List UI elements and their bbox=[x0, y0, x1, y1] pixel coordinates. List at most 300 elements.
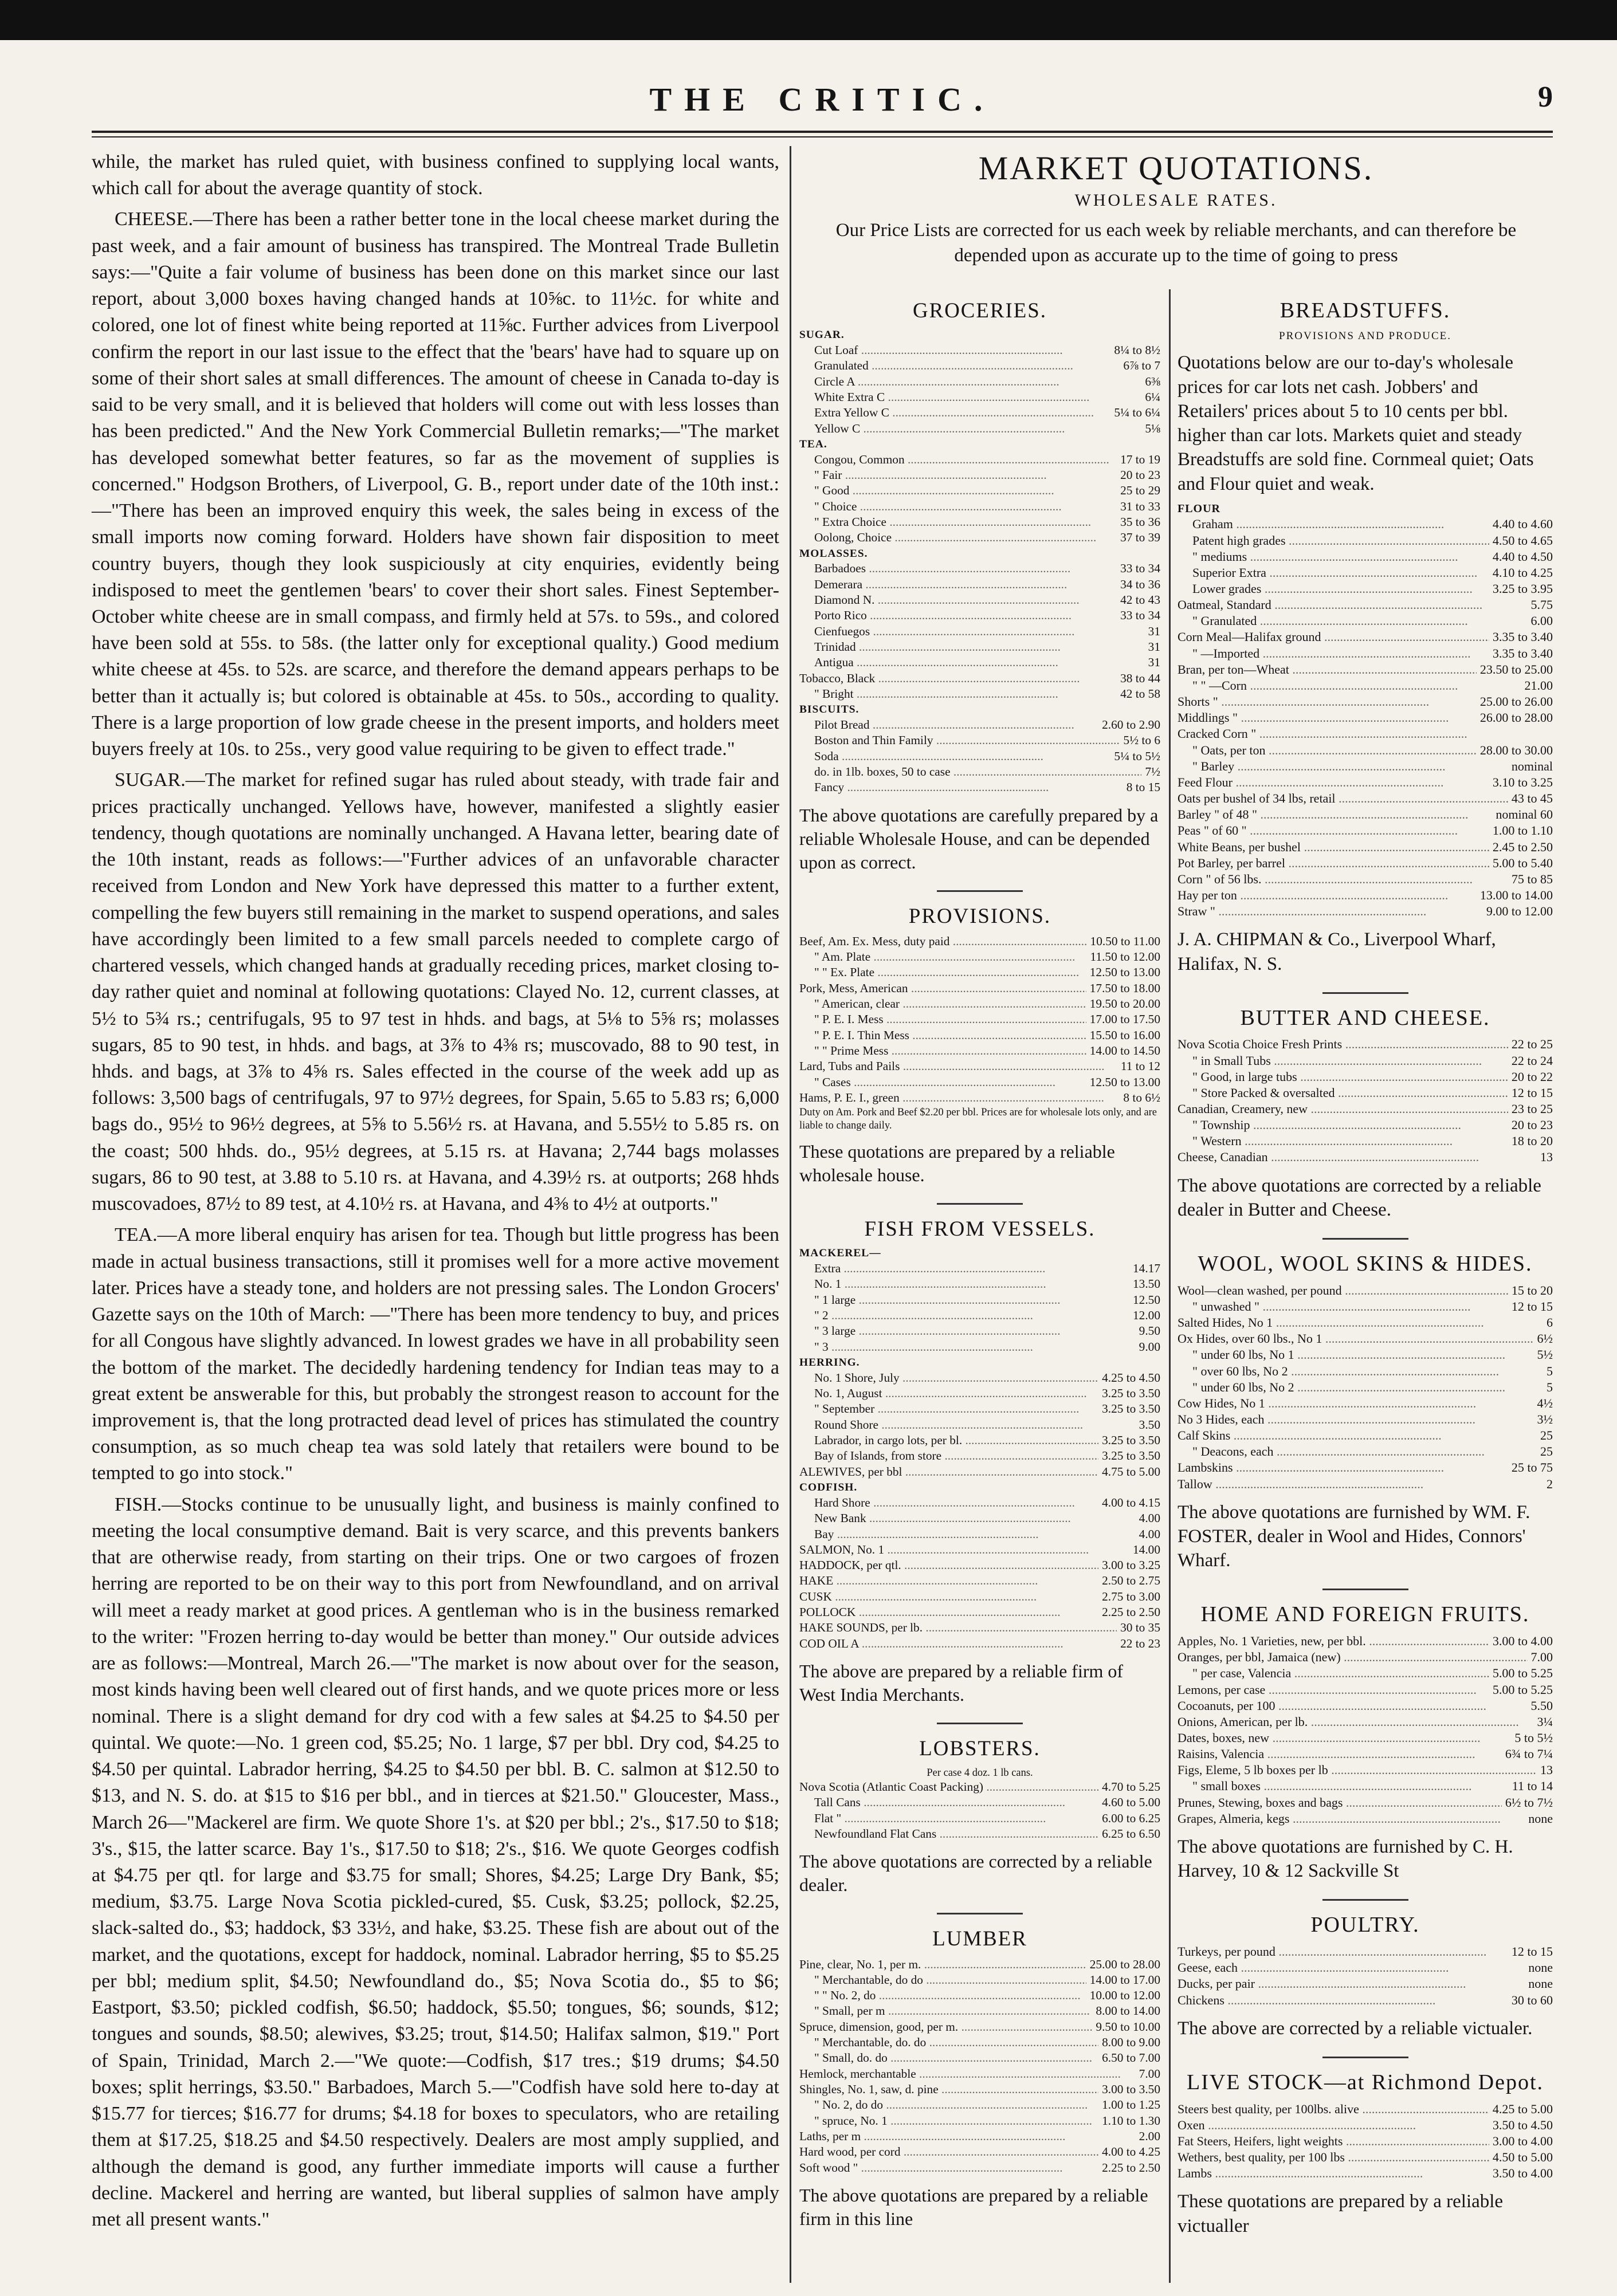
table-row bbox=[799, 1542, 1160, 1558]
livestock-section bbox=[1178, 2069, 1553, 2238]
table-row bbox=[799, 965, 1160, 980]
item-price: 2.25 to 2.50 bbox=[1098, 1605, 1160, 1620]
table-row bbox=[799, 1620, 1160, 1635]
item-price bbox=[1549, 726, 1553, 742]
item-name: Pot Barley, per barrel ..... bbox=[1178, 855, 1489, 871]
table-row bbox=[1178, 1117, 1553, 1133]
table-row bbox=[799, 1779, 1160, 1795]
table-row bbox=[799, 1043, 1160, 1059]
table-row bbox=[799, 343, 1160, 358]
wool-title: WOOL, WOOL SKINS & HIDES. bbox=[1198, 1252, 1533, 1276]
item-price: 22 to 23 bbox=[1117, 1636, 1160, 1652]
item-name: " American, clear ..... bbox=[799, 996, 1086, 1012]
table-row bbox=[1178, 1101, 1553, 1117]
table-row bbox=[1178, 1069, 1553, 1085]
item-price: 3.25 to 3.50 bbox=[1098, 1401, 1160, 1417]
item-name: " Small, do. do ..... bbox=[799, 2050, 1092, 2066]
item-price: 18 to 20 bbox=[1508, 1133, 1553, 1149]
table-row bbox=[799, 624, 1160, 639]
item-price: 15.50 to 16.00 bbox=[1086, 1028, 1160, 1043]
item-price: 12.50 bbox=[1129, 1292, 1160, 1308]
item-price: 3.25 to 3.50 bbox=[1098, 1448, 1160, 1464]
item-price: nominal bbox=[1508, 758, 1553, 774]
item-name: Feed Flour ..... bbox=[1178, 774, 1443, 791]
item-name: Shorts " ..... bbox=[1178, 694, 1429, 710]
table-row bbox=[1178, 1976, 1553, 1992]
table-row bbox=[799, 996, 1160, 1012]
item-name: Raisins, Valencia ..... bbox=[1178, 1746, 1475, 1762]
item-price: 3.50 bbox=[1136, 1417, 1160, 1433]
item-price: 10.50 to 11.00 bbox=[1087, 934, 1160, 949]
item-name: " Western ..... bbox=[1178, 1133, 1453, 1149]
item-name: Antigua ..... bbox=[799, 655, 1058, 670]
item-name: Middlings " ..... bbox=[1178, 710, 1449, 726]
item-price: 2 bbox=[1543, 1476, 1553, 1492]
item-name: do. in 1lb. boxes, 50 to case ..... bbox=[799, 764, 1141, 780]
item-name: Beef, Am. Ex. Mess, duty paid ..... bbox=[799, 934, 1087, 949]
fruits-section bbox=[1178, 1601, 1553, 1883]
table-row bbox=[799, 1401, 1160, 1417]
table-row bbox=[799, 1972, 1160, 1988]
lobsters-sub: Per case 4 doz. 1 lb cans. bbox=[927, 1767, 1033, 1779]
table-row bbox=[1178, 1133, 1553, 1149]
item-name: " under 60 lbs, No 1 ..... bbox=[1178, 1347, 1505, 1363]
groceries-section bbox=[799, 297, 1160, 874]
table-row bbox=[1178, 2101, 1553, 2117]
item-name: Onions, American, per lb. ..... bbox=[1178, 1714, 1519, 1730]
table-row bbox=[799, 639, 1160, 655]
table-row bbox=[799, 1558, 1160, 1573]
table-row bbox=[799, 483, 1160, 498]
item-price: 3.00 to 4.00 bbox=[1489, 2133, 1553, 2149]
item-price: 4½ bbox=[1534, 1395, 1553, 1412]
item-price: 12.00 bbox=[1129, 1308, 1160, 1323]
table-row bbox=[1178, 1665, 1553, 1681]
table-row bbox=[799, 1511, 1160, 1526]
item-name: " Oats, per ton ..... bbox=[1178, 742, 1477, 758]
item-name: Hay per ton ..... bbox=[1178, 887, 1448, 903]
section-rule bbox=[1322, 1589, 1408, 1590]
item-price: 31 to 33 bbox=[1117, 499, 1160, 514]
table-row bbox=[1178, 1149, 1553, 1165]
item-name: Steers best quality, per 100lbs. alive ..... bbox=[1178, 2101, 1489, 2117]
groceries-title: GROCERIES. bbox=[912, 298, 1047, 322]
item-name: Ducks, per pair ..... bbox=[1178, 1976, 1466, 1992]
table-row bbox=[799, 1059, 1160, 1074]
table-row bbox=[799, 2144, 1160, 2160]
item-name: " in Small Tubs ..... bbox=[1178, 1053, 1482, 1069]
item-name: Newfoundland Flat Cans ..... bbox=[799, 1826, 1098, 1842]
butter-note: The above quotations are corrected by a reliable dealer in Butter and Cheese. bbox=[1178, 1175, 1541, 1220]
table-row bbox=[799, 1527, 1160, 1542]
item-price: 31 bbox=[1145, 655, 1160, 670]
breadstuffs-sub: PROVISIONS AND PRODUCE. bbox=[1279, 329, 1451, 342]
item-price: 20 to 23 bbox=[1117, 467, 1160, 483]
item-name: POLLOCK ..... bbox=[799, 1605, 1061, 1620]
table-row bbox=[1178, 1085, 1553, 1101]
item-name: Peas " of 60 " ..... bbox=[1178, 823, 1458, 839]
item-name: " Good, in large tubs ..... bbox=[1178, 1069, 1508, 1085]
table-row bbox=[799, 749, 1160, 764]
item-price: 5.50 bbox=[1528, 1698, 1553, 1714]
item-price: 5¼ to 6¼ bbox=[1110, 405, 1160, 420]
table-row bbox=[1178, 726, 1553, 742]
breadstuffs-intro: Quotations below are our to-day's wholesale prices for car lots net cash. Jobbers' and Retailers' prices about 5 to 10 cents per bbl. higher than car lots. Markets quiet and steady Breadstuffs are sold fine. Cornmeal quiet; Oats and Flour quiet and weak. bbox=[1178, 352, 1534, 494]
item-name: Pine, clear, No. 1, per m. ..... bbox=[799, 1957, 1086, 1972]
butter-table bbox=[1178, 1036, 1553, 1165]
page-header bbox=[92, 80, 1553, 126]
item-name: " Township ..... bbox=[1178, 1117, 1461, 1133]
item-price: 8¼ to 8½ bbox=[1110, 343, 1160, 358]
item-name: Oatmeal, Standard ..... bbox=[1178, 597, 1482, 613]
fruits-title: HOME AND FOREIGN FRUITS. bbox=[1200, 1602, 1530, 1627]
item-price: 2.75 to 3.00 bbox=[1098, 1589, 1160, 1605]
item-price: 4.60 to 5.00 bbox=[1098, 1795, 1160, 1810]
item-price: 5⅛ bbox=[1141, 421, 1160, 437]
table-row bbox=[799, 577, 1160, 592]
table-row bbox=[799, 2035, 1160, 2050]
item-name: Nova Scotia Choice Fresh Prints ..... bbox=[1178, 1036, 1508, 1052]
item-name: " 3 large ..... bbox=[799, 1323, 1061, 1339]
item-name: White Extra C ..... bbox=[799, 390, 1089, 405]
item-price: 7.00 bbox=[1136, 2066, 1160, 2082]
table-row bbox=[799, 764, 1160, 780]
table-row bbox=[1178, 581, 1553, 597]
table-row bbox=[799, 1448, 1160, 1464]
table-row bbox=[1178, 1283, 1553, 1299]
item-price: 3.35 to 3.40 bbox=[1489, 629, 1553, 645]
table-row bbox=[1178, 2133, 1553, 2149]
section-rule bbox=[937, 890, 1023, 892]
item-name: Salted Hides, No 1 ..... bbox=[1178, 1315, 1484, 1331]
table-row bbox=[799, 2066, 1160, 2082]
item-price: 4.40 to 4.50 bbox=[1489, 549, 1553, 565]
breadstuffs-table bbox=[1178, 502, 1553, 920]
market-quotations-header bbox=[799, 149, 1553, 268]
item-name: Bay ..... bbox=[799, 1527, 1039, 1542]
item-price: 11 to 12 bbox=[1117, 1059, 1160, 1074]
table-row bbox=[1178, 565, 1553, 581]
table-row bbox=[1178, 1476, 1553, 1492]
item-name: " —Imported ..... bbox=[1178, 646, 1471, 662]
item-price: 4.75 to 5.00 bbox=[1098, 1464, 1160, 1480]
item-price: 12.50 to 13.00 bbox=[1086, 1075, 1160, 1090]
table-category-label: BISCUITS. bbox=[799, 703, 859, 716]
table-row bbox=[799, 608, 1160, 623]
lumber-table bbox=[799, 1957, 1160, 2176]
table-row bbox=[1178, 1633, 1553, 1649]
quotation-divider bbox=[1169, 289, 1171, 2283]
item-price: 2.25 to 2.50 bbox=[1098, 2160, 1160, 2176]
item-name: Cow Hides, No 1 ..... bbox=[1178, 1395, 1476, 1412]
lobsters-table bbox=[799, 1779, 1160, 1842]
item-name: Lambs ..... bbox=[1178, 2165, 1423, 2181]
groceries-note: The above quotations are carefully prepared by a reliable Wholesale House, and can be depended upon as correct. bbox=[799, 804, 1159, 872]
table-row bbox=[799, 733, 1160, 748]
item-price: 3.10 to 3.25 bbox=[1489, 774, 1553, 791]
section-rule bbox=[1322, 2057, 1408, 2058]
table-row bbox=[799, 514, 1160, 530]
item-price: 6¼ bbox=[1141, 390, 1160, 405]
item-price: 4.00 to 4.15 bbox=[1098, 1495, 1160, 1511]
item-name: Figs, Eleme, 5 lb boxes per lb ..... bbox=[1178, 1762, 1537, 1778]
table-row bbox=[1178, 758, 1553, 774]
paragraph-cheese: CHEESE.—There has been a rather better tone in the local cheese market during the past week, and a fair amount of business has transpired. The Montreal Trade Bulletin says:—"Quite a fair volume of business has been done on this market since our last report, about 3,000 boxes having changed hands at 10⅝c. to 11½c. for white and colored, one lot of finest white being reported at 11⅝c. Further advices from Liverpool confirm the report in our last issue to the effect that the 'bears' have had to square up on some of their short sales at small differences. The amount of cheese in Canada to-day is said to be very small, and it is believed that holders will come out with less losses than has been predicted." And the New York Commercial Bulletin remarks;—"The market has developed somewhat better features, so far as the movement of supplies is concerned." Hodgson Brothers, of Liverpool, G. B., report under date of the 10th inst.:—"There has been an improved enquiry this week, the sales being in excess of the small imports now coming forward. Holders have shown fair disposition to meet country buyers, though they look suspiciously at city enquiries, evidently being indisposed to meet the gentlemen 'bears' to cover their short sales. Finest September-October white cheese are in small compass, and firmly held at 57s. to 59s., and colored have been sold at 55s. to 58s. (the latter only for exceptional quality.) Good medium white cheese at 45s. to 52s. are scarce, and therefore the demand appears perhaps to be better than it actually is; but colored is obtainable at 45s. to 50s., according to quality. There is a large proportion of low grade cheese in the present imports, and holders meet buyers freely at 10s. to 25s., very good value requiring to be given to effect trade." bbox=[92, 209, 779, 760]
table-category-label: MOLASSES. bbox=[799, 547, 868, 560]
table-row bbox=[799, 1811, 1160, 1826]
table-row bbox=[799, 717, 1160, 733]
item-name: " unwashed " ..... bbox=[1178, 1299, 1470, 1315]
item-price: 3.35 to 3.40 bbox=[1489, 646, 1553, 662]
item-name: CUSK ..... bbox=[799, 1589, 1037, 1605]
table-row bbox=[799, 358, 1160, 374]
item-name: " No. 2, do do ..... bbox=[799, 2097, 1088, 2113]
table-row bbox=[1178, 2117, 1553, 2133]
table-row bbox=[799, 2019, 1160, 2035]
item-name: Lemons, per case ..... bbox=[1178, 1682, 1477, 1698]
market-commentary-column bbox=[92, 149, 779, 2238]
item-name: Spruce, dimension, good, per m. ..... bbox=[799, 2019, 1092, 2035]
item-price: 28.00 to 30.00 bbox=[1477, 742, 1553, 758]
item-name: No. 1 Shore, July ..... bbox=[799, 1370, 1098, 1386]
item-price: 25 to 29 bbox=[1117, 483, 1160, 498]
item-name: Tallow ..... bbox=[1178, 1476, 1423, 1492]
table-row bbox=[1178, 1379, 1553, 1395]
item-name: New Bank ..... bbox=[799, 1511, 1071, 1526]
item-price: 6⅜ bbox=[1141, 374, 1160, 390]
item-name: Cocoanuts, per 100 ..... bbox=[1178, 1698, 1486, 1714]
table-row bbox=[799, 405, 1160, 420]
table-category-label: TEA. bbox=[799, 438, 827, 450]
butter-title: BUTTER AND CHEESE. bbox=[1240, 1005, 1490, 1030]
table-row bbox=[799, 655, 1160, 670]
item-name: " Small, per m ..... bbox=[799, 2003, 1090, 2019]
table-row bbox=[799, 1012, 1160, 1027]
item-price: 42 to 58 bbox=[1117, 686, 1160, 702]
table-row bbox=[1178, 1698, 1553, 1714]
item-price: 30 to 35 bbox=[1117, 1620, 1160, 1635]
item-name: Round Shore ..... bbox=[799, 1417, 1083, 1433]
item-name: Trinidad ..... bbox=[799, 639, 1061, 655]
newspaper-title: THE CRITIC. bbox=[649, 81, 995, 118]
item-name: Wethers, best quality, per 100 lbs ..... bbox=[1178, 2149, 1489, 2165]
table-row bbox=[799, 1386, 1160, 1401]
header-rule bbox=[92, 131, 1553, 133]
item-price: 6½ bbox=[1534, 1331, 1553, 1347]
table-row bbox=[799, 2003, 1160, 2019]
item-name: COD OIL A ..... bbox=[799, 1636, 1063, 1652]
table-row bbox=[1178, 1960, 1553, 1976]
item-price: 8.00 to 14.00 bbox=[1092, 2003, 1160, 2019]
item-name: Dates, boxes, new ..... bbox=[1178, 1730, 1481, 1746]
section-rule bbox=[1322, 1899, 1408, 1901]
item-price: 2.45 to 2.50 bbox=[1489, 839, 1553, 855]
item-price: 3.25 to 3.50 bbox=[1098, 1386, 1160, 1401]
item-name: " per case, Valencia ..... bbox=[1178, 1665, 1489, 1681]
item-price: 25 bbox=[1537, 1444, 1553, 1460]
item-price: 4.10 to 4.25 bbox=[1489, 565, 1553, 581]
table-row bbox=[1178, 839, 1553, 855]
item-price: 25 to 75 bbox=[1508, 1460, 1553, 1476]
table-row bbox=[1178, 855, 1553, 871]
item-price: 6⅞ to 7 bbox=[1120, 358, 1160, 374]
table-row bbox=[799, 1573, 1160, 1589]
table-row bbox=[799, 1028, 1160, 1043]
item-name: Turkeys, per pound ..... bbox=[1178, 1944, 1486, 1960]
item-price: 1.10 to 1.30 bbox=[1098, 2113, 1160, 2129]
item-name: Oranges, per bbl, Jamaica (new) ..... bbox=[1178, 1649, 1528, 1665]
item-name: " Store Packed & oversalted ..... bbox=[1178, 1085, 1508, 1101]
item-price: 25.00 to 28.00 bbox=[1086, 1957, 1160, 1972]
provisions-small-note: Duty on Am. Pork and Beef $2.20 per bbl. Prices are for wholesale lots only, and are liable to change daily. bbox=[799, 1106, 1157, 1131]
item-price: 5 bbox=[1543, 1363, 1553, 1379]
item-price: 7½ bbox=[1141, 764, 1160, 780]
livestock-table bbox=[1178, 2101, 1553, 2182]
item-price: 6.50 to 7.00 bbox=[1098, 2050, 1160, 2066]
table-row bbox=[799, 1636, 1160, 1652]
item-name: " " —Corn ..... bbox=[1178, 678, 1458, 694]
lumber-note: The above quotations are prepared by a reliable firm in this line bbox=[799, 2184, 1148, 2229]
item-name: Graham ..... bbox=[1178, 516, 1444, 532]
item-name: " P. E. I. Thin Mess ..... bbox=[799, 1028, 1086, 1043]
item-name: HAKE SOUNDS, per lb. ..... bbox=[799, 1620, 1117, 1635]
table-row bbox=[799, 2050, 1160, 2066]
item-name: Circle A ..... bbox=[799, 374, 1059, 390]
table-row bbox=[1178, 694, 1553, 710]
table-category-label: CODFISH. bbox=[799, 1481, 858, 1494]
table-row bbox=[1178, 710, 1553, 726]
table-row bbox=[799, 421, 1160, 437]
table-row bbox=[799, 671, 1160, 686]
item-name: Cracked Corn " ..... bbox=[1178, 726, 1467, 742]
item-price: 31 bbox=[1145, 639, 1160, 655]
item-price: 4.50 to 5.00 bbox=[1489, 2149, 1553, 2165]
table-row bbox=[799, 561, 1160, 576]
item-name: Cienfuegos ..... bbox=[799, 624, 1074, 639]
item-name: Labrador, in cargo lots, per bl. ..... bbox=[799, 1433, 1098, 1448]
table-row bbox=[799, 1826, 1160, 1842]
item-name: Soft wood " ..... bbox=[799, 2160, 1063, 2176]
item-price: 25 bbox=[1537, 1428, 1553, 1444]
item-name: " Extra Choice ..... bbox=[799, 514, 1091, 530]
item-name: Barbadoes ..... bbox=[799, 561, 1070, 576]
item-price: 13.00 to 14.00 bbox=[1477, 887, 1553, 903]
table-row bbox=[799, 1795, 1160, 1810]
item-price: 6½ to 7½ bbox=[1502, 1795, 1553, 1811]
item-price: 5.75 bbox=[1528, 597, 1553, 613]
item-name: Fancy ..... bbox=[799, 780, 1049, 795]
table-row bbox=[1178, 823, 1553, 839]
table-row bbox=[799, 2129, 1160, 2144]
item-name: Chickens ..... bbox=[1178, 1992, 1435, 2008]
item-price: 4.00 bbox=[1136, 1527, 1160, 1542]
table-row bbox=[799, 1433, 1160, 1448]
item-price: 12 to 15 bbox=[1508, 1944, 1553, 1960]
header-rule-thin bbox=[92, 136, 1553, 137]
item-price: 3.00 to 3.25 bbox=[1098, 1558, 1160, 1573]
item-price: 35 to 36 bbox=[1117, 514, 1160, 530]
table-row bbox=[799, 1292, 1160, 1308]
item-name: Hard wood, per cord ..... bbox=[799, 2144, 1098, 2160]
provisions-note: These quotations are prepared by a reliable wholesale house. bbox=[799, 1141, 1115, 1186]
item-name: " 1 large ..... bbox=[799, 1292, 1061, 1308]
item-name: " spruce, No. 1 ..... bbox=[799, 2113, 1092, 2129]
table-category-label: FLOUR bbox=[1178, 502, 1220, 515]
lobsters-title: LOBSTERS. bbox=[919, 1736, 1041, 1760]
table-row bbox=[799, 1261, 1160, 1276]
item-price: 12 to 15 bbox=[1508, 1299, 1553, 1315]
section-rule bbox=[937, 1203, 1023, 1205]
item-name: " September ..... bbox=[799, 1401, 1080, 1417]
table-row bbox=[799, 1090, 1160, 1106]
item-price: 13 bbox=[1537, 1762, 1553, 1778]
item-name: Hard Shore ..... bbox=[799, 1495, 1075, 1511]
item-price: 33 to 34 bbox=[1117, 608, 1160, 623]
item-price: none bbox=[1525, 1976, 1553, 1992]
table-category-label: HERRING. bbox=[799, 1357, 860, 1369]
fish-title: FISH FROM VESSELS. bbox=[864, 1217, 1096, 1241]
table-row bbox=[1178, 742, 1553, 758]
table-row bbox=[1178, 1460, 1553, 1476]
paragraph-tea: TEA.—A more liberal enquiry has arisen for tea. Though but little progress has been made in actual business transactions, still it promises well for a more active movement later. Prices have a steady tone, and holders are not pressing sales. The London Grocers' Gazette says on the 10th of March: —"There has been more tendency to buy, and prices for all Congous have slightly advanced. In lowest grades we have in all probability seen the bottom of the market. The decidedly hardening tendency for Indian teas may to a great extent be answerable for this, but probably the strongest reason to account for the improvement is, that the long protracted dead level of prices has stimulated the country consumption, as so much cheap tea was sold lately that retailers were bound to be tempted to go into stock." bbox=[92, 1224, 779, 1484]
item-name: " small boxes ..... bbox=[1178, 1778, 1471, 1794]
lobsters-section bbox=[799, 1735, 1160, 1897]
item-name: " " No. 2, do ..... bbox=[799, 1988, 1081, 2003]
item-price: 3.00 to 3.50 bbox=[1098, 2082, 1160, 2097]
table-row bbox=[799, 390, 1160, 405]
item-price: 12 to 15 bbox=[1508, 1085, 1553, 1101]
table-row bbox=[1178, 678, 1553, 694]
quotations-column-left bbox=[799, 286, 1160, 2236]
table-row bbox=[1178, 1649, 1553, 1665]
table-row bbox=[799, 1308, 1160, 1323]
lobsters-note: The above quotations are corrected by a reliable dealer. bbox=[799, 1851, 1152, 1896]
item-price: 5.00 to 5.25 bbox=[1489, 1665, 1553, 1681]
item-name: Porto Rico ..... bbox=[799, 608, 1072, 623]
table-row bbox=[1178, 597, 1553, 613]
item-name: " Barley ..... bbox=[1178, 758, 1446, 774]
item-name: No. 1, August ..... bbox=[799, 1386, 1087, 1401]
item-name: Fat Steers, Heifers, light weights ..... bbox=[1178, 2133, 1489, 2149]
item-name: Hams, P. E. I., green ..... bbox=[799, 1090, 1104, 1106]
table-row bbox=[799, 1957, 1160, 1972]
breadstuffs-title: BREADSTUFFS. bbox=[1280, 298, 1451, 323]
table-row bbox=[799, 1339, 1160, 1355]
item-price: 13 bbox=[1537, 1149, 1553, 1165]
table-row bbox=[799, 452, 1160, 467]
table-row bbox=[1178, 887, 1553, 903]
paragraph-fish: FISH.—Stocks continue to be unusually light, and business is mainly confined to meeting the local consumptive demand. Bait is very scarce, and this prevents bankers that are otherwise ready, from starting on their trips. One or two cargoes of frozen herring are reported to be on their way to this port from Newfoundland, and on arrival will meet a ready market at good prices. A gentleman who is in the business remarked to the writer: "Frozen herring to-day would be better than money." Our outside advices are as follows:—Montreal, March 26.—"The market is now about over for the season, most kinds having been well cleared out of first hands, and we quote prices more or less nominal. There is a slight demand for dry cod with a few sales at $4.25 to $4.50 per quintal. We quote:—No. 1 green cod, $5.25; No. 1 large, $7 per bbl. Dry cod, $4.25 to $4.50 per quintal. Labrador herring, $4.25 to $4.50 per bbl. B. C. salmon at $12.50 to $13, and N. S. do. at $15 to $16 per bbl., and in tierces at $21.50." Gloucester, Mass., March 26—"Mackerel are firm. We quote Shore 1's. at $20 per bbl.; 2's., $17.50 to $18; 3's., $15, the latter scarce. Bay 1's., $17.50 to $18; 2's., $16. We quote Georges codfish at $4.75 per qtl. for large and $3.75 for small; Shores, $4.25; Large Dry Bank, $5; medium, $3.75. Large Nova Scotia pickled-cured, $5. Cusk, $3.25; pollock, $2.25, slack-salted do., $3; haddock, $3 33½, and hake, $3.25. These fish are about out of the market, and the quotations, except for haddock, nominal. Labrador herring, $5 to $5.25 per bbl; medium split, $4.50; Newfoundland do., $5; Nova Scotia do., $5 to $6; Eastport, $3.50; pickled codfish, $6.50; haddock, $5.50; tongues, $6; sounds, $12; tongues and sounds, $8.50; alewives, $3.25; trout, $14.50; Halifax salmon, $19." Port of Spain, Trinidad, March 2.—"We quote:—Codfish, $17 tres.; $19 drums; $4.50 boxes; split herrings, $3.50." Barbadoes, March 5.—"Codfish have sold here to-day at $15.77 for tierces; $16.77 for drums; $4.18 for boxes to speculators, who are retailing them at $17.25, $18.25 and $4.50 respectively. Dealers are most amply supplied, and although the demand is good, any further immediate imports will cause a further decline. Mackerel and herring are wanted, but liberal supplies of salmon have amply met all present wants." bbox=[92, 1493, 779, 2231]
table-category-label: MACKEREL— bbox=[799, 1247, 881, 1260]
item-price: 4.70 to 5.25 bbox=[1098, 1779, 1160, 1795]
fish-table bbox=[799, 1247, 1160, 1652]
item-name: " " Ex. Plate ..... bbox=[799, 965, 1079, 980]
item-price: 19.50 to 20.00 bbox=[1086, 996, 1160, 1012]
item-name: Laths, per m ..... bbox=[799, 2129, 1065, 2144]
item-name: Cheese, Canadian ..... bbox=[1178, 1149, 1479, 1165]
table-row bbox=[1178, 1412, 1553, 1428]
poultry-table bbox=[1178, 1944, 1553, 2008]
item-name: Yellow C ..... bbox=[799, 421, 1065, 437]
item-name: Oolong, Choice ..... bbox=[799, 530, 1096, 545]
item-name: " 3 ..... bbox=[799, 1339, 1033, 1355]
item-price: 4.00 bbox=[1136, 1511, 1160, 1526]
section-rule bbox=[937, 1913, 1023, 1914]
item-name: Straw " ..... bbox=[1178, 903, 1426, 919]
item-name: Diamond N. ..... bbox=[799, 592, 1080, 608]
item-name: Superior Extra ..... bbox=[1178, 565, 1477, 581]
item-price: 8.00 to 9.00 bbox=[1098, 2035, 1160, 2050]
